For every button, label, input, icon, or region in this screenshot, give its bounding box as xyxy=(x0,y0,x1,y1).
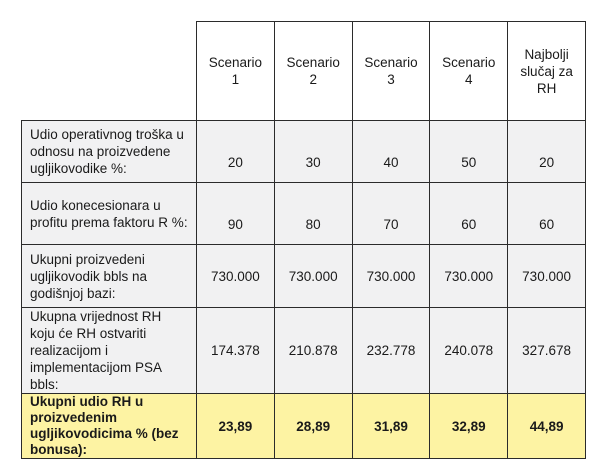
table-cell: 40 xyxy=(352,121,430,183)
row-label: Udio operativnog troška u odnosu na proizvedene ugljikovodike %: xyxy=(22,121,197,183)
table-cell: 730.000 xyxy=(508,245,586,308)
table-cell: 730.000 xyxy=(352,245,430,308)
table-row-highlight xyxy=(22,394,586,459)
table-cell: 90 xyxy=(197,183,275,245)
table-cell: 730.000 xyxy=(197,245,275,308)
table-row xyxy=(22,121,586,183)
column-header-scenario-3: Scenario 3 xyxy=(352,22,430,121)
table-cell: 20 xyxy=(197,121,275,183)
table-cell: 730.000 xyxy=(274,245,352,308)
table-cell: 50 xyxy=(430,121,508,183)
table-cell: 730.000 xyxy=(430,245,508,308)
scenario-comparison-table xyxy=(21,21,586,459)
table-cell: 28,89 xyxy=(274,394,352,459)
table-row xyxy=(22,245,586,308)
table-cell: 60 xyxy=(430,183,508,245)
corner-cell xyxy=(22,22,197,121)
column-header-best-case: Najbolji slučaj za RH xyxy=(508,22,586,121)
table-cell: 240.078 xyxy=(430,308,508,394)
column-header-scenario-1: Scenario 1 xyxy=(197,22,275,121)
table-cell: 32,89 xyxy=(430,394,508,459)
table-cell: 327.678 xyxy=(508,308,586,394)
table-cell: 60 xyxy=(508,183,586,245)
table-cell: 232.778 xyxy=(352,308,430,394)
table-cell: 30 xyxy=(274,121,352,183)
table-cell: 44,89 xyxy=(508,394,586,459)
table-row xyxy=(22,183,586,245)
row-label: Udio konecesionara u profitu prema faktoru R %: xyxy=(22,183,197,245)
row-label: Ukupna vrijednost RH koju će RH ostvariti realizacijom i implementacijom PSA bbls: xyxy=(22,308,197,394)
table-cell: 174.378 xyxy=(197,308,275,394)
column-header-scenario-4: Scenario 4 xyxy=(430,22,508,121)
row-label: Ukupni proizvedeni ugljikovodik bbls na godišnjoj bazi: xyxy=(22,245,197,308)
table-cell: 20 xyxy=(508,121,586,183)
header-row xyxy=(22,22,586,121)
table-cell: 70 xyxy=(352,183,430,245)
table-row xyxy=(22,308,586,394)
column-header-scenario-2: Scenario 2 xyxy=(274,22,352,121)
table-cell: 210.878 xyxy=(274,308,352,394)
row-label: Ukupni udio RH u proizvedenim ugljikovodicima % (bez bonusa): xyxy=(22,394,197,459)
table-cell: 31,89 xyxy=(352,394,430,459)
table-cell: 23,89 xyxy=(197,394,275,459)
table-cell: 80 xyxy=(274,183,352,245)
results-table-container xyxy=(21,21,585,457)
